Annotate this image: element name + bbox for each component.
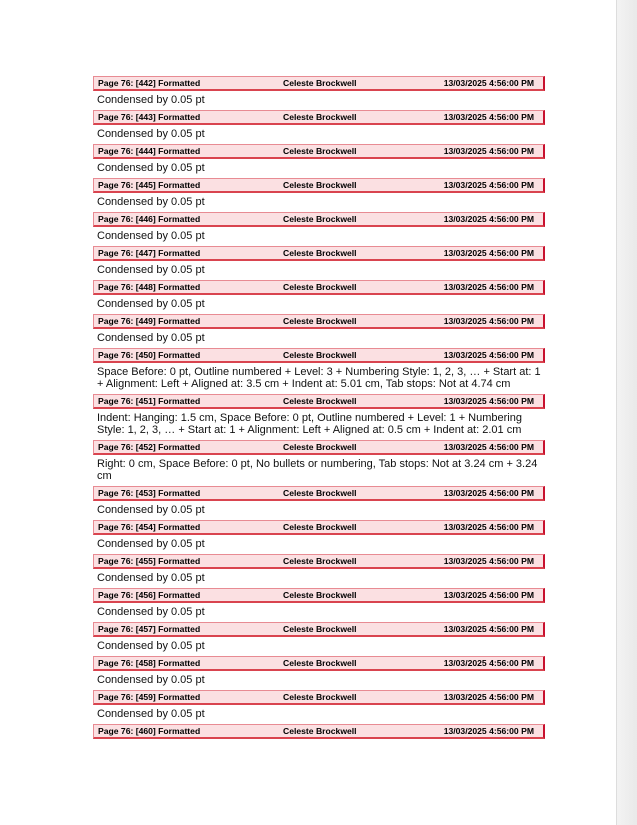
change-header [93, 212, 545, 227]
change-reference: Page 76: [452] Formatted [98, 442, 201, 452]
change-header [93, 724, 545, 739]
change-author: Celeste Brockwell [283, 556, 357, 566]
change-timestamp: 13/03/2025 4:56:00 PM [443, 522, 534, 532]
change-header [93, 486, 545, 501]
change-author: Celeste Brockwell [283, 180, 357, 190]
change-author: Celeste Brockwell [283, 350, 357, 360]
change-description: Condensed by 0.05 pt [97, 230, 205, 242]
change-timestamp: 13/03/2025 4:56:00 PM [443, 624, 534, 634]
change-entry [93, 394, 545, 440]
change-timestamp: 13/03/2025 4:56:00 PM [443, 180, 534, 190]
change-reference: Page 76: [448] Formatted [98, 282, 201, 292]
change-reference: Page 76: [449] Formatted [98, 316, 201, 326]
change-timestamp: 13/03/2025 4:56:00 PM [443, 146, 534, 156]
change-timestamp: 13/03/2025 4:56:00 PM [443, 442, 534, 452]
change-author: Celeste Brockwell [283, 396, 357, 406]
change-author: Celeste Brockwell [283, 658, 357, 668]
change-reference: Page 76: [460] Formatted [98, 726, 201, 736]
change-author: Celeste Brockwell [283, 112, 357, 122]
change-header [93, 280, 545, 295]
change-author: Celeste Brockwell [283, 78, 357, 88]
change-timestamp: 13/03/2025 4:56:00 PM [443, 488, 534, 498]
change-description: Right: 0 cm, Space Before: 0 pt, No bullets or numbering, Tab stops: Not at 3.24 cm + 3.24 cm [97, 458, 538, 482]
change-timestamp: 13/03/2025 4:56:00 PM [443, 658, 534, 668]
change-description: Condensed by 0.05 pt [97, 264, 205, 276]
change-reference: Page 76: [447] Formatted [98, 248, 201, 258]
change-author: Celeste Brockwell [283, 488, 357, 498]
change-reference: Page 76: [456] Formatted [98, 590, 201, 600]
change-entry [93, 622, 545, 656]
change-header [93, 520, 545, 535]
change-description: Condensed by 0.05 pt [97, 708, 205, 720]
change-reference: Page 76: [450] Formatted [98, 350, 201, 360]
change-header [93, 348, 545, 363]
change-timestamp: 13/03/2025 4:56:00 PM [443, 316, 534, 326]
change-reference: Page 76: [444] Formatted [98, 146, 201, 156]
change-description: Condensed by 0.05 pt [97, 94, 205, 106]
change-timestamp: 13/03/2025 4:56:00 PM [443, 350, 534, 360]
change-entry [93, 486, 545, 520]
change-reference: Page 76: [442] Formatted [98, 78, 201, 88]
change-author: Celeste Brockwell [283, 316, 357, 326]
change-author: Celeste Brockwell [283, 726, 357, 736]
change-author: Celeste Brockwell [283, 522, 357, 532]
change-entry [93, 348, 545, 394]
change-reference: Page 76: [451] Formatted [98, 396, 201, 406]
change-timestamp: 13/03/2025 4:56:00 PM [443, 556, 534, 566]
change-header [93, 588, 545, 603]
change-timestamp: 13/03/2025 4:56:00 PM [443, 214, 534, 224]
change-header [93, 690, 545, 705]
formatting-changes-list [93, 76, 545, 739]
change-author: Celeste Brockwell [283, 282, 357, 292]
change-author: Celeste Brockwell [283, 248, 357, 258]
change-entry [93, 724, 545, 739]
change-timestamp: 13/03/2025 4:56:00 PM [443, 396, 534, 406]
change-reference: Page 76: [455] Formatted [98, 556, 201, 566]
change-description: Condensed by 0.05 pt [97, 606, 205, 618]
change-timestamp: 13/03/2025 4:56:00 PM [443, 692, 534, 702]
change-description: Indent: Hanging: 1.5 cm, Space Before: 0 pt, Outline numbered + Level: 1 + Numbering Style: 1, 2, 3, … + Start at: 1 + Alignment: Left + Aligned at: 0.5 cm + Indent at: 2.01 cm [97, 412, 522, 436]
change-description: Condensed by 0.05 pt [97, 298, 205, 310]
change-reference: Page 76: [457] Formatted [98, 624, 201, 634]
change-description: Condensed by 0.05 pt [97, 674, 205, 686]
change-timestamp: 13/03/2025 4:56:00 PM [443, 112, 534, 122]
page-edge [616, 0, 637, 825]
change-header [93, 110, 545, 125]
change-reference: Page 76: [454] Formatted [98, 522, 201, 532]
change-reference: Page 76: [443] Formatted [98, 112, 201, 122]
change-author: Celeste Brockwell [283, 590, 357, 600]
change-header [93, 76, 545, 91]
change-description: Condensed by 0.05 pt [97, 162, 205, 174]
change-header [93, 144, 545, 159]
change-header [93, 394, 545, 409]
change-entry [93, 178, 545, 212]
change-header [93, 622, 545, 637]
change-author: Celeste Brockwell [283, 624, 357, 634]
change-header [93, 554, 545, 569]
change-timestamp: 13/03/2025 4:56:00 PM [443, 248, 534, 258]
change-timestamp: 13/03/2025 4:56:00 PM [443, 726, 534, 736]
change-header [93, 178, 545, 193]
change-timestamp: 13/03/2025 4:56:00 PM [443, 78, 534, 88]
change-entry [93, 554, 545, 588]
change-description: Condensed by 0.05 pt [97, 196, 205, 208]
change-entry [93, 110, 545, 144]
change-entry [93, 690, 545, 724]
change-header [93, 246, 545, 261]
change-description: Condensed by 0.05 pt [97, 538, 205, 550]
change-reference: Page 76: [458] Formatted [98, 658, 201, 668]
change-author: Celeste Brockwell [283, 214, 357, 224]
change-reference: Page 76: [453] Formatted [98, 488, 201, 498]
change-entry [93, 144, 545, 178]
change-header [93, 314, 545, 329]
change-header [93, 656, 545, 671]
change-description: Space Before: 0 pt, Outline numbered + Level: 3 + Numbering Style: 1, 2, 3, … + Start at: 1 + Alignment: Left + Aligned at: 3.5 cm + Indent at: 5.01 cm, Tab stops: Not at 4.74 cm [97, 366, 541, 390]
change-timestamp: 13/03/2025 4:56:00 PM [443, 590, 534, 600]
change-description: Condensed by 0.05 pt [97, 128, 205, 140]
change-entry [93, 76, 545, 110]
change-description: Condensed by 0.05 pt [97, 640, 205, 652]
change-author: Celeste Brockwell [283, 146, 357, 156]
change-entry [93, 212, 545, 246]
change-description: Condensed by 0.05 pt [97, 572, 205, 584]
change-entry [93, 314, 545, 348]
change-entry [93, 588, 545, 622]
change-header [93, 440, 545, 455]
change-author: Celeste Brockwell [283, 442, 357, 452]
change-description: Condensed by 0.05 pt [97, 504, 205, 516]
change-description: Condensed by 0.05 pt [97, 332, 205, 344]
change-entry [93, 280, 545, 314]
change-reference: Page 76: [459] Formatted [98, 692, 201, 702]
change-reference: Page 76: [445] Formatted [98, 180, 201, 190]
change-reference: Page 76: [446] Formatted [98, 214, 201, 224]
change-entry [93, 656, 545, 690]
change-timestamp: 13/03/2025 4:56:00 PM [443, 282, 534, 292]
change-entry [93, 520, 545, 554]
change-author: Celeste Brockwell [283, 692, 357, 702]
change-entry [93, 246, 545, 280]
change-entry [93, 440, 545, 486]
